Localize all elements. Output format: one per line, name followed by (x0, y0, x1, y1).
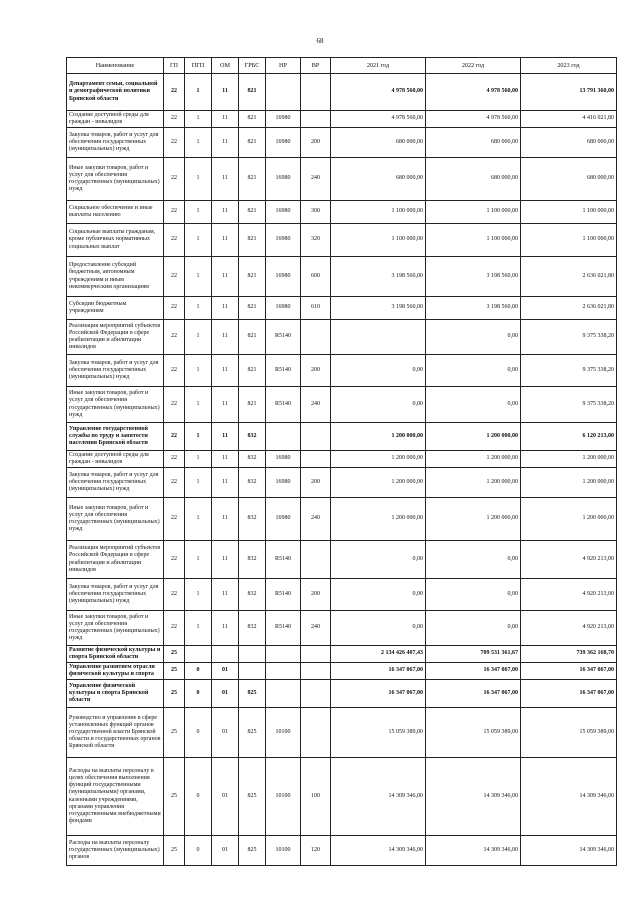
cell-pgp: 1 (185, 320, 212, 355)
cell-pgp: 1 (185, 468, 212, 498)
cell-vr (301, 451, 331, 468)
cell-pgp: 1 (185, 74, 212, 111)
cell-pgp: 0 (185, 663, 212, 680)
table-row (67, 74, 617, 111)
cell-name: Расходы на выплаты персоналу государственных (муниципальных) органов (67, 836, 164, 866)
col-header-om: ОМ (212, 58, 239, 74)
cell-name: Развитие физической культуры и спорта Брянской области (67, 646, 164, 663)
cell-2021: 680 000,00 (331, 128, 426, 158)
cell-nr (266, 680, 301, 708)
cell-2022: 16 347 067,00 (426, 663, 521, 680)
cell-2021: 4 978 560,00 (331, 111, 426, 128)
cell-grbs: 832 (239, 468, 266, 498)
cell-vr: 240 (301, 498, 331, 541)
cell-gp: 22 (164, 541, 185, 579)
cell-nr (266, 74, 301, 111)
cell-gp: 25 (164, 646, 185, 663)
cell-nr: 16980 (266, 451, 301, 468)
cell-2021: 16 347 067,00 (331, 680, 426, 708)
cell-gp: 22 (164, 224, 185, 257)
col-header-pgp: ПГП (185, 58, 212, 74)
cell-2023: 15 059 389,00 (521, 708, 617, 758)
cell-2021: 1 200 000,00 (331, 451, 426, 468)
cell-grbs: 821 (239, 320, 266, 355)
cell-om: 11 (212, 468, 239, 498)
cell-name: Управление развитием отрасли физической культуры и спорта (67, 663, 164, 680)
cell-om: 11 (212, 498, 239, 541)
cell-vr (301, 646, 331, 663)
cell-2021: 1 200 000,00 (331, 498, 426, 541)
table-row (67, 708, 617, 758)
cell-name: Закупка товаров, работ и услуг для обеспечения государственных (муниципальных) нужд (67, 128, 164, 158)
cell-2021: 2 134 426 407,43 (331, 646, 426, 663)
cell-2022: 0,00 (426, 320, 521, 355)
cell-2021: 1 200 000,00 (331, 423, 426, 451)
cell-2022: 0,00 (426, 387, 521, 423)
cell-pgp: 0 (185, 758, 212, 836)
cell-name: Иные закупки товаров, работ и услуг для обеспечения государственных (муниципальных) нужд (67, 611, 164, 646)
cell-om: 11 (212, 297, 239, 320)
cell-name: Закупка товаров, работ и услуг для обеспечения государственных (муниципальных) нужд (67, 579, 164, 611)
cell-om: 11 (212, 387, 239, 423)
cell-gp: 22 (164, 201, 185, 224)
cell-gp: 22 (164, 611, 185, 646)
cell-2022: 0,00 (426, 355, 521, 387)
cell-nr: R5140 (266, 579, 301, 611)
cell-grbs: 821 (239, 128, 266, 158)
cell-nr: R5140 (266, 355, 301, 387)
table-row (67, 758, 617, 836)
cell-pgp: 1 (185, 158, 212, 201)
cell-vr (301, 680, 331, 708)
cell-om: 11 (212, 541, 239, 579)
table-row (67, 680, 617, 708)
cell-nr: R5140 (266, 387, 301, 423)
cell-grbs: 821 (239, 74, 266, 111)
cell-grbs: 821 (239, 201, 266, 224)
cell-2022: 1 200 000,00 (426, 468, 521, 498)
cell-grbs: 825 (239, 708, 266, 758)
cell-2023: 1 100 000,00 (521, 201, 617, 224)
cell-2023: 680 000,00 (521, 128, 617, 158)
cell-name: Управление физической культуры и спорта Брянской области (67, 680, 164, 708)
cell-2022: 1 100 000,00 (426, 201, 521, 224)
cell-pgp: 1 (185, 579, 212, 611)
cell-om: 11 (212, 611, 239, 646)
cell-om: 11 (212, 111, 239, 128)
cell-2021: 15 059 389,00 (331, 708, 426, 758)
cell-gp: 22 (164, 468, 185, 498)
cell-2022: 14 309 346,00 (426, 836, 521, 866)
cell-grbs: 825 (239, 758, 266, 836)
cell-name: Управление государственной службы по труду и занятости населения Брянской области (67, 423, 164, 451)
cell-name: Руководство и управление в сфере установленных функций органов государственной власти Брянской области и государственных органов Брянской области (67, 708, 164, 758)
cell-2023: 4 920 213,00 (521, 541, 617, 579)
cell-2022: 3 198 560,00 (426, 297, 521, 320)
col-header-gp: ГП (164, 58, 185, 74)
cell-2023: 16 347 067,00 (521, 663, 617, 680)
cell-om: 11 (212, 224, 239, 257)
cell-2022: 680 000,00 (426, 128, 521, 158)
cell-2021: 0,00 (331, 541, 426, 579)
cell-om: 11 (212, 423, 239, 451)
col-header-2022: 2022 год (426, 58, 521, 74)
cell-pgp: 1 (185, 111, 212, 128)
cell-vr (301, 541, 331, 579)
cell-gp: 22 (164, 320, 185, 355)
table-row (67, 224, 617, 257)
cell-vr: 600 (301, 257, 331, 297)
cell-nr: 10100 (266, 708, 301, 758)
cell-gp: 22 (164, 128, 185, 158)
cell-nr (266, 663, 301, 680)
table-row (67, 611, 617, 646)
cell-2023: 2 636 021,80 (521, 297, 617, 320)
cell-nr: 16980 (266, 498, 301, 541)
cell-nr (266, 646, 301, 663)
cell-name: Иные закупки товаров, работ и услуг для обеспечения государственных (муниципальных) нужд (67, 387, 164, 423)
cell-vr: 300 (301, 201, 331, 224)
cell-gp: 22 (164, 355, 185, 387)
cell-pgp: 1 (185, 611, 212, 646)
cell-2023: 9 375 338,20 (521, 320, 617, 355)
cell-vr (301, 663, 331, 680)
cell-2022: 0,00 (426, 541, 521, 579)
cell-2022: 4 978 560,00 (426, 74, 521, 111)
table-row (67, 320, 617, 355)
cell-2022: 16 347 067,00 (426, 680, 521, 708)
cell-gp: 22 (164, 74, 185, 111)
cell-gp: 22 (164, 423, 185, 451)
cell-grbs: 821 (239, 297, 266, 320)
cell-om: 11 (212, 201, 239, 224)
cell-pgp: 0 (185, 708, 212, 758)
col-header-2021: 2021 год (331, 58, 426, 74)
cell-2022: 680 000,00 (426, 158, 521, 201)
cell-vr: 200 (301, 468, 331, 498)
cell-name: Иные закупки товаров, работ и услуг для обеспечения государственных (муниципальных) нужд (67, 498, 164, 541)
cell-gp: 25 (164, 663, 185, 680)
cell-pgp: 1 (185, 387, 212, 423)
cell-name: Предоставление субсидий бюджетным, автономным учреждениям и иным некоммерческим организациям (67, 257, 164, 297)
cell-name: Создание доступной среды для граждан - инвалидов (67, 451, 164, 468)
cell-2022: 1 100 000,00 (426, 224, 521, 257)
cell-name: Закупка товаров, работ и услуг для обеспечения государственных (муниципальных) нужд (67, 468, 164, 498)
cell-grbs: 821 (239, 158, 266, 201)
cell-vr: 200 (301, 355, 331, 387)
cell-gp: 25 (164, 708, 185, 758)
cell-gp: 22 (164, 451, 185, 468)
cell-2021 (331, 320, 426, 355)
cell-2021: 4 978 560,00 (331, 74, 426, 111)
cell-2023: 4 416 021,80 (521, 111, 617, 128)
cell-pgp: 1 (185, 297, 212, 320)
cell-grbs: 821 (239, 387, 266, 423)
cell-2021: 1 100 000,00 (331, 201, 426, 224)
cell-nr: 16980 (266, 468, 301, 498)
cell-2021: 1 100 000,00 (331, 224, 426, 257)
cell-vr: 240 (301, 158, 331, 201)
cell-name: Субсидии бюджетным учреждениям (67, 297, 164, 320)
cell-name: Расходы на выплаты персоналу в целях обеспечения выполнения функций государственными (муниципальными) органами, казенными учреждениями, органами управления государственными внебюджетными фондами (67, 758, 164, 836)
budget-table (66, 57, 617, 866)
cell-om: 11 (212, 257, 239, 297)
table-row (67, 836, 617, 866)
cell-om: 11 (212, 355, 239, 387)
cell-grbs: 832 (239, 579, 266, 611)
cell-om: 01 (212, 708, 239, 758)
cell-gp: 25 (164, 680, 185, 708)
cell-nr: 16980 (266, 257, 301, 297)
cell-gp: 22 (164, 498, 185, 541)
cell-2023: 14 309 346,00 (521, 836, 617, 866)
cell-pgp: 1 (185, 423, 212, 451)
table-body (67, 74, 617, 866)
cell-vr: 240 (301, 387, 331, 423)
cell-nr: 16980 (266, 128, 301, 158)
cell-nr: 16980 (266, 201, 301, 224)
cell-name: Закупка товаров, работ и услуг для обеспечения государственных (муниципальных) нужд (67, 355, 164, 387)
cell-2022: 1 200 000,00 (426, 498, 521, 541)
cell-gp: 22 (164, 387, 185, 423)
cell-vr (301, 708, 331, 758)
table-header-row (67, 58, 617, 74)
cell-om: 11 (212, 158, 239, 201)
cell-2021: 0,00 (331, 579, 426, 611)
cell-grbs: 825 (239, 680, 266, 708)
cell-2021: 0,00 (331, 611, 426, 646)
cell-2023: 9 375 338,20 (521, 355, 617, 387)
cell-nr: 10100 (266, 758, 301, 836)
cell-grbs: 821 (239, 111, 266, 128)
cell-pgp: 1 (185, 451, 212, 468)
cell-2023: 1 100 000,00 (521, 224, 617, 257)
cell-2023: 680 000,00 (521, 158, 617, 201)
col-header-nr: НР (266, 58, 301, 74)
cell-nr: 10100 (266, 836, 301, 866)
cell-2021: 0,00 (331, 355, 426, 387)
cell-name: Социальное обеспечение и иные выплаты населению (67, 201, 164, 224)
cell-om: 11 (212, 74, 239, 111)
cell-2021: 16 347 067,00 (331, 663, 426, 680)
cell-vr: 240 (301, 611, 331, 646)
cell-name: Департамент семьи, социальной и демографической политики Брянской области (67, 74, 164, 111)
cell-name: Иные закупки товаров, работ и услуг для обеспечения государственных (муниципальных) нужд (67, 158, 164, 201)
cell-2021: 1 200 000,00 (331, 468, 426, 498)
cell-grbs: 832 (239, 498, 266, 541)
cell-nr: 16980 (266, 111, 301, 128)
cell-vr (301, 74, 331, 111)
cell-om: 11 (212, 320, 239, 355)
col-header-grbs: ГРБС (239, 58, 266, 74)
cell-nr: 16980 (266, 297, 301, 320)
cell-2022: 1 200 000,00 (426, 451, 521, 468)
cell-nr: 16980 (266, 158, 301, 201)
cell-om: 11 (212, 451, 239, 468)
col-header-name: Наименование (67, 58, 164, 74)
cell-pgp: 0 (185, 680, 212, 708)
cell-2023: 1 200 000,00 (521, 498, 617, 541)
cell-grbs: 832 (239, 423, 266, 451)
table-row (67, 257, 617, 297)
cell-grbs: 821 (239, 224, 266, 257)
table-row (67, 355, 617, 387)
cell-om: 11 (212, 128, 239, 158)
col-header-vr: ВР (301, 58, 331, 74)
cell-nr: R5140 (266, 611, 301, 646)
cell-gp: 22 (164, 579, 185, 611)
cell-vr: 200 (301, 128, 331, 158)
cell-nr (266, 423, 301, 451)
table-row (67, 646, 617, 663)
cell-grbs (239, 646, 266, 663)
cell-vr: 120 (301, 836, 331, 866)
cell-vr (301, 111, 331, 128)
cell-grbs: 821 (239, 257, 266, 297)
col-header-2023: 2023 год (521, 58, 617, 74)
cell-2021: 14 309 346,00 (331, 758, 426, 836)
cell-pgp: 1 (185, 541, 212, 579)
cell-grbs: 832 (239, 541, 266, 579)
cell-2023: 4 920 213,00 (521, 611, 617, 646)
cell-nr: 16980 (266, 224, 301, 257)
cell-vr: 320 (301, 224, 331, 257)
cell-pgp: 1 (185, 498, 212, 541)
cell-2021: 3 198 560,00 (331, 257, 426, 297)
cell-om: 11 (212, 579, 239, 611)
cell-vr: 100 (301, 758, 331, 836)
cell-2021: 14 309 346,00 (331, 836, 426, 866)
table-row (67, 498, 617, 541)
cell-pgp (185, 646, 212, 663)
cell-pgp: 1 (185, 224, 212, 257)
cell-2023: 13 791 360,00 (521, 74, 617, 111)
cell-pgp: 1 (185, 128, 212, 158)
cell-grbs (239, 663, 266, 680)
cell-2023: 14 309 346,00 (521, 758, 617, 836)
table-row (67, 387, 617, 423)
cell-gp: 22 (164, 297, 185, 320)
cell-gp: 22 (164, 111, 185, 128)
cell-2023: 4 920 213,00 (521, 579, 617, 611)
cell-pgp: 1 (185, 201, 212, 224)
cell-2022: 3 198 560,00 (426, 257, 521, 297)
cell-name: Реализация мероприятий субъектов Российской Федерации в сфере реабилитации и абилитации инвалидов (67, 541, 164, 579)
table-row (67, 201, 617, 224)
table-row (67, 423, 617, 451)
cell-2023: 2 636 021,80 (521, 257, 617, 297)
cell-vr: 610 (301, 297, 331, 320)
cell-vr (301, 423, 331, 451)
cell-2022: 0,00 (426, 579, 521, 611)
cell-2022: 14 309 346,00 (426, 758, 521, 836)
cell-om: 01 (212, 663, 239, 680)
cell-om (212, 646, 239, 663)
table-row (67, 663, 617, 680)
cell-grbs: 832 (239, 611, 266, 646)
cell-gp: 25 (164, 758, 185, 836)
cell-pgp: 1 (185, 355, 212, 387)
cell-gp: 25 (164, 836, 185, 866)
cell-om: 01 (212, 758, 239, 836)
cell-gp: 22 (164, 158, 185, 201)
cell-grbs: 821 (239, 355, 266, 387)
cell-nr: R5140 (266, 541, 301, 579)
cell-name: Создание доступной среды для граждан - инвалидов (67, 111, 164, 128)
cell-2021: 3 198 560,00 (331, 297, 426, 320)
cell-2023: 9 375 338,20 (521, 387, 617, 423)
cell-2023: 1 200 000,00 (521, 468, 617, 498)
cell-2023: 739 362 168,70 (521, 646, 617, 663)
cell-name: Реализация мероприятий субъектов Российской Федерации в сфере реабилитации и абилитации инвалидов (67, 320, 164, 355)
cell-om: 01 (212, 680, 239, 708)
cell-gp: 22 (164, 257, 185, 297)
cell-2023: 16 347 067,00 (521, 680, 617, 708)
cell-vr (301, 320, 331, 355)
cell-pgp: 0 (185, 836, 212, 866)
cell-grbs: 832 (239, 451, 266, 468)
cell-2023: 6 120 213,00 (521, 423, 617, 451)
cell-grbs: 825 (239, 836, 266, 866)
table-row (67, 111, 617, 128)
cell-nr: R5140 (266, 320, 301, 355)
cell-2022: 709 531 361,67 (426, 646, 521, 663)
cell-2022: 0,00 (426, 611, 521, 646)
cell-2022: 1 200 000,00 (426, 423, 521, 451)
table-row (67, 158, 617, 201)
table-row (67, 579, 617, 611)
cell-om: 01 (212, 836, 239, 866)
cell-name: Социальные выплаты гражданам, кроме публичных нормативных социальных выплат (67, 224, 164, 257)
cell-2021: 680 000,00 (331, 158, 426, 201)
cell-2022: 4 978 560,00 (426, 111, 521, 128)
cell-2022: 15 059 389,00 (426, 708, 521, 758)
page-number: 68 (316, 37, 324, 45)
cell-2021: 0,00 (331, 387, 426, 423)
cell-2023: 1 200 000,00 (521, 451, 617, 468)
table-row (67, 297, 617, 320)
table-row (67, 541, 617, 579)
cell-pgp: 1 (185, 257, 212, 297)
cell-vr: 200 (301, 579, 331, 611)
table-row (67, 468, 617, 498)
table-row (67, 451, 617, 468)
table-row (67, 128, 617, 158)
